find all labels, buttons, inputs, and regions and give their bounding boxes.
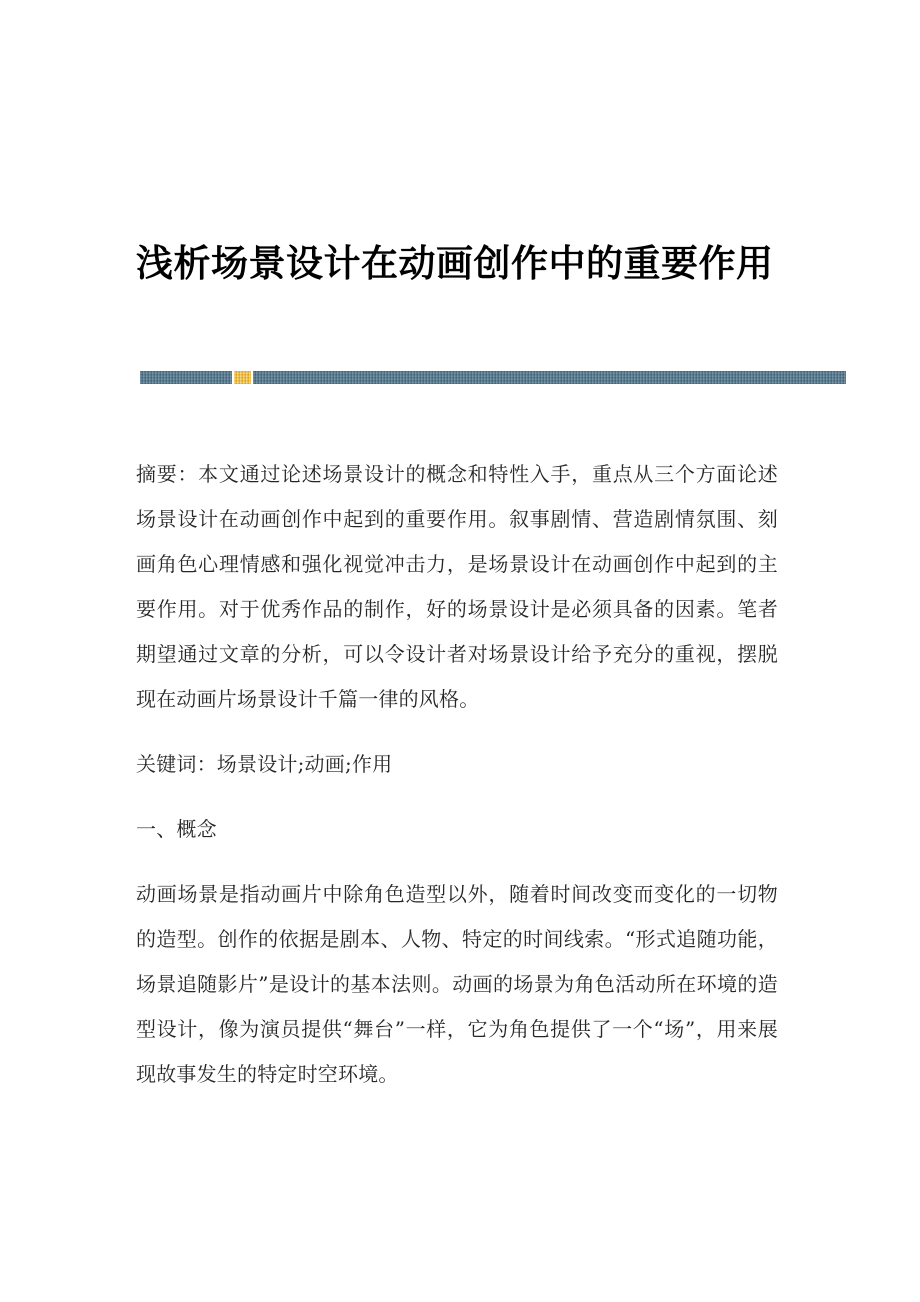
decorative-divider [140,371,846,384]
body-paragraph: 动画场景是指动画片中除角色造型以外，随着时间改变而变化的一切物的造型。创作的依据是剧本、人物、特定的时间线索。“形式追随功能，场景追随影片”是设计的基本法则。动画的场景为角色活动所在环境的造型设计，像为演员提供“舞台”一样，它为角色提供了一个“场”，用来展现故事发生的特定时空环境。 [136,882,778,1086]
abstract-paragraph: 摘要：本文通过论述场景设计的概念和特性入手，重点从三个方面论述场景设计在动画创作中起到的重要作用。叙事剧情、营造剧情氛围、刻画角色心理情感和强化视觉冲击力，是场景设计在动画创作中起到的主要作用。对于优秀作品的制作，好的场景设计是必须具备的因素。笔者期望通过文章的分析，可以令设计者对场景设计给予充分的重视，摆脱现在动画片场景设计千篇一律的风格。 [136,462,778,711]
divider-segment-left [140,371,232,384]
section-heading: 一、概念 [136,817,217,841]
document-content [136,452,778,1097]
page-title: 浅析场景设计在动画创作中的重要作用 [136,241,774,285]
divider-segment-right [253,371,846,384]
keywords-line: 关键词：场景设计;动画;作用 [136,752,393,776]
gold-square-accent-icon [234,371,251,384]
